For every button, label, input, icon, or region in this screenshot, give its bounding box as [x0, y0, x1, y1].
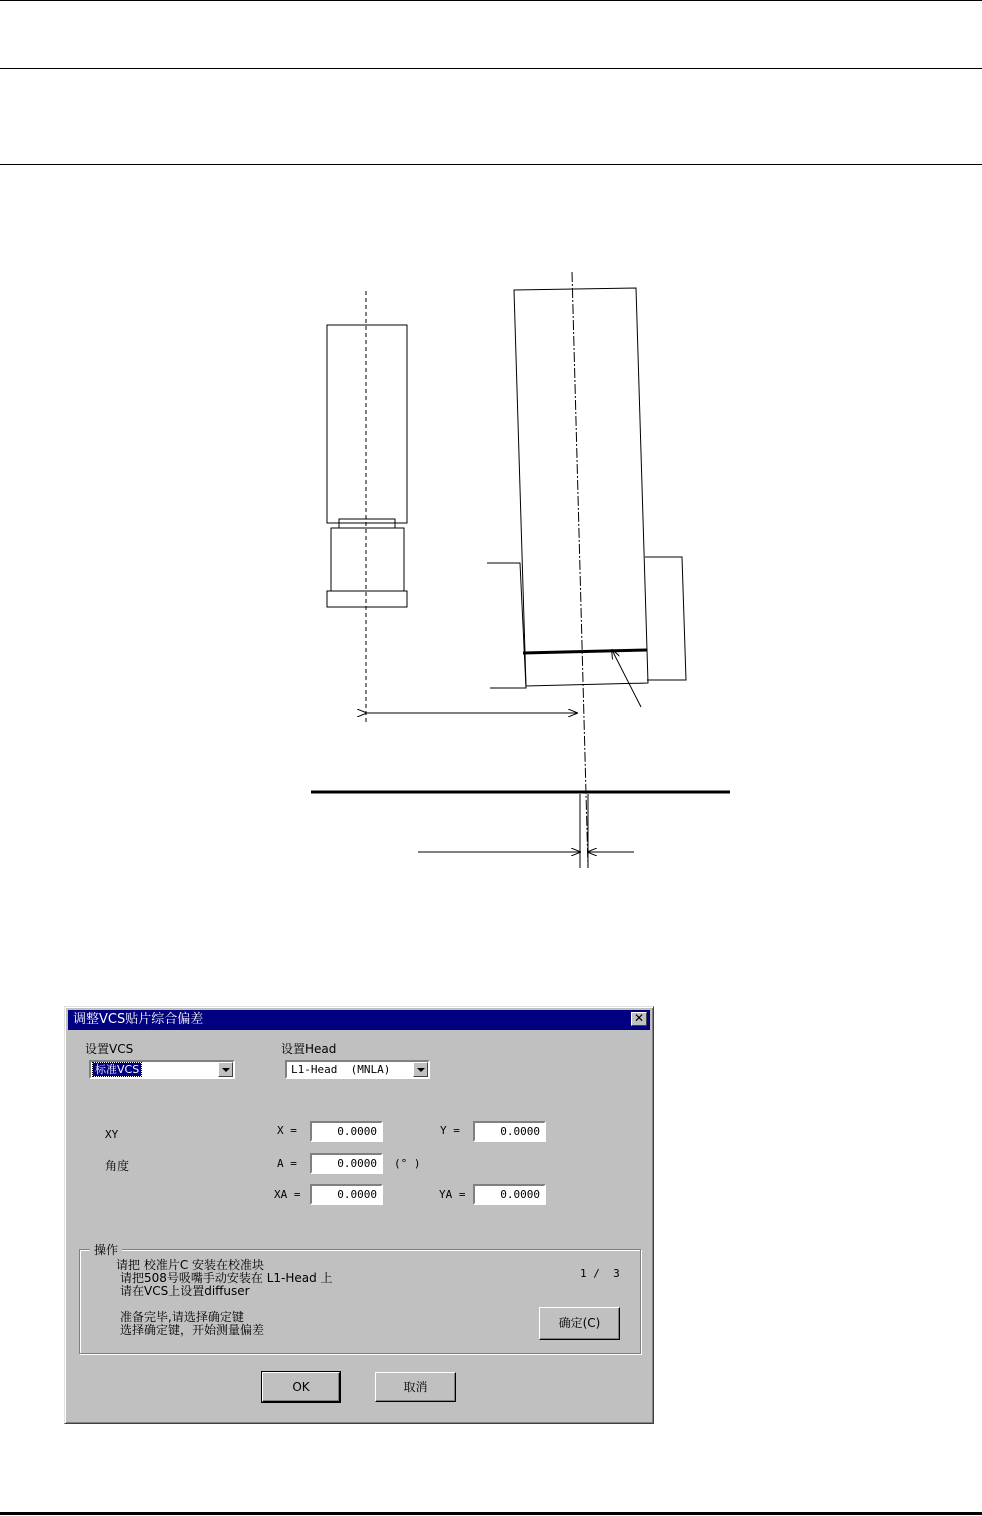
- operation-legend: 操作: [90, 1241, 122, 1258]
- vcs-camera-shape: [327, 325, 407, 607]
- a-label: A =: [277, 1157, 297, 1170]
- step-counter: 1 / 3: [580, 1267, 620, 1280]
- confirm-button[interactable]: 确定(C): [539, 1307, 620, 1340]
- ya-field[interactable]: 0.0000: [473, 1184, 546, 1205]
- footer-rule: [0, 1512, 982, 1515]
- dialog-title-bar[interactable]: [68, 1010, 650, 1030]
- operation-line: 选择确定键，开始测量偏差: [120, 1323, 265, 1337]
- chevron-down-icon[interactable]: [218, 1062, 233, 1077]
- chevron-down-icon[interactable]: [413, 1062, 428, 1077]
- close-icon[interactable]: ✕: [631, 1012, 647, 1026]
- vcs-camera-lens: [331, 528, 404, 591]
- y-field[interactable]: 0.0000: [473, 1121, 546, 1142]
- operation-line: 请把508号吸嘴手动安装在 L1-Head 上: [120, 1271, 333, 1285]
- xa-label: XA =: [274, 1188, 301, 1201]
- calibration-plate: [523, 650, 647, 653]
- placement-head-body: [514, 288, 648, 686]
- operation-line: 请在VCS上设置diffuser: [120, 1284, 250, 1298]
- a-field[interactable]: 0.0000: [310, 1153, 383, 1174]
- vcs-label: 设置VCS: [85, 1042, 134, 1056]
- dialog-title: 调整VCS贴片综合偏差: [73, 1012, 204, 1027]
- xy-label: XY: [105, 1128, 119, 1141]
- vcs-select[interactable]: [89, 1060, 235, 1079]
- vcs-camera-body: [327, 325, 407, 523]
- ok-button[interactable]: OK: [262, 1372, 340, 1402]
- head-select-value: L1-Head (MNLA): [291, 1063, 391, 1076]
- calibration-plate-pointer: [612, 650, 641, 707]
- x-field[interactable]: 0.0000: [310, 1121, 383, 1142]
- operation-group: [79, 1243, 641, 1354]
- xa-field[interactable]: 0.0000: [310, 1184, 383, 1205]
- y-label: Y =: [440, 1124, 460, 1137]
- placement-head-shape: [487, 288, 686, 707]
- ya-label: YA =: [439, 1188, 466, 1201]
- cancel-button[interactable]: 取消: [375, 1372, 456, 1402]
- placement-head-right-guard: [645, 557, 686, 680]
- placement-head-left-guard: [487, 563, 526, 688]
- head-select[interactable]: [285, 1060, 430, 1079]
- a-unit: (° ): [394, 1157, 421, 1170]
- head-label: 设置Head: [281, 1042, 337, 1056]
- x-label: X =: [277, 1124, 297, 1137]
- angle-label: 角度: [105, 1159, 130, 1173]
- operation-line: 准备完毕,请选择确定键: [120, 1310, 244, 1324]
- vcs-camera-base: [327, 591, 407, 607]
- vcs-select-value: 标准VCS: [95, 1063, 140, 1076]
- adjust-vcs-offset-dialog: [64, 1006, 654, 1424]
- operation-line: 请把 校准片C 安装在校准块: [116, 1258, 265, 1272]
- head-center-line: [572, 272, 588, 868]
